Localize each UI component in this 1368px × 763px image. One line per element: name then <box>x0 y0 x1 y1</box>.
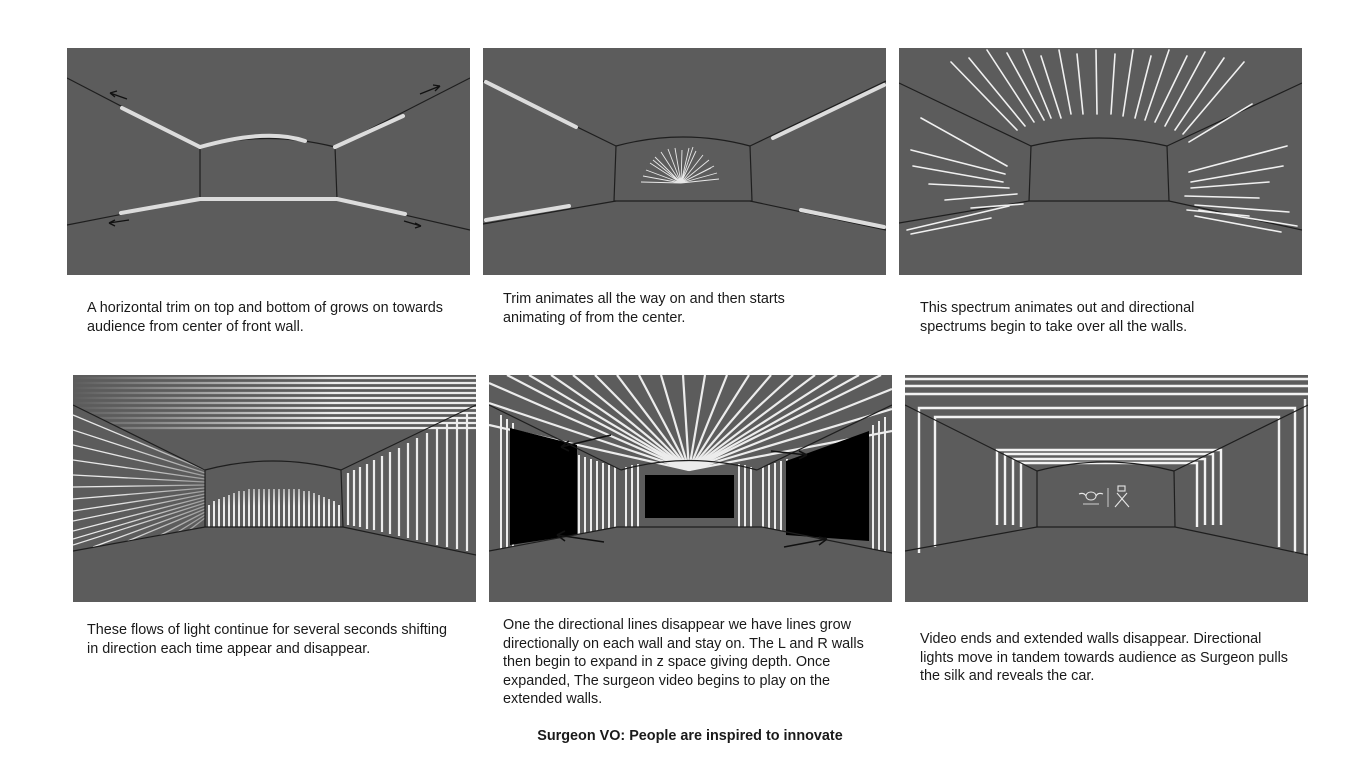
voiceover-line: Surgeon VO: People are inspired to innovate <box>537 728 843 744</box>
caption-frame-5: One the directional lines disappear we have lines grow directionally on each wall and stay on. The L and R walls then begin to expand in z space giving depth. Once expanded, The surgeon video begins to play on the extended walls. <box>503 617 864 708</box>
room-logo-reveal-illustration <box>905 375 1308 602</box>
caption-frame-1: A horizontal trim on top and bottom of grows on towards audience from center of front wall. <box>87 300 443 335</box>
crossed-swords-crest-icon <box>1115 486 1129 507</box>
room-trim-illustration <box>67 48 470 275</box>
storyboard-frame-1 <box>67 48 470 275</box>
storyboard-frame-6 <box>905 375 1308 602</box>
caption-frame-2: Trim animates all the way on and then starts animating of from the center. <box>503 291 785 326</box>
caption-frame-4: These flows of light continue for several seconds shifting in direction each time appear and disappear. <box>87 622 447 657</box>
room-directional-spectrum-illustration <box>899 48 1302 275</box>
storyboard-frame-3 <box>899 48 1302 275</box>
storyboard-frame-2 <box>483 48 886 275</box>
caption-frame-3: This spectrum animates out and directional spectrums begin to take over all the walls. <box>920 300 1195 335</box>
caption-frame-6: Video ends and extended walls disappear. Directional lights move in tandem towards audience as Surgeon pulls the silk and reveals the car. <box>920 631 1288 685</box>
room-extended-walls-illustration <box>489 375 892 602</box>
room-light-flows-illustration <box>73 375 476 602</box>
bentley-logo-icon <box>1079 488 1108 507</box>
storyboard-frame-5 <box>489 375 892 602</box>
room-spectrum-start-illustration <box>483 48 886 275</box>
storyboard-frame-4 <box>73 375 476 602</box>
